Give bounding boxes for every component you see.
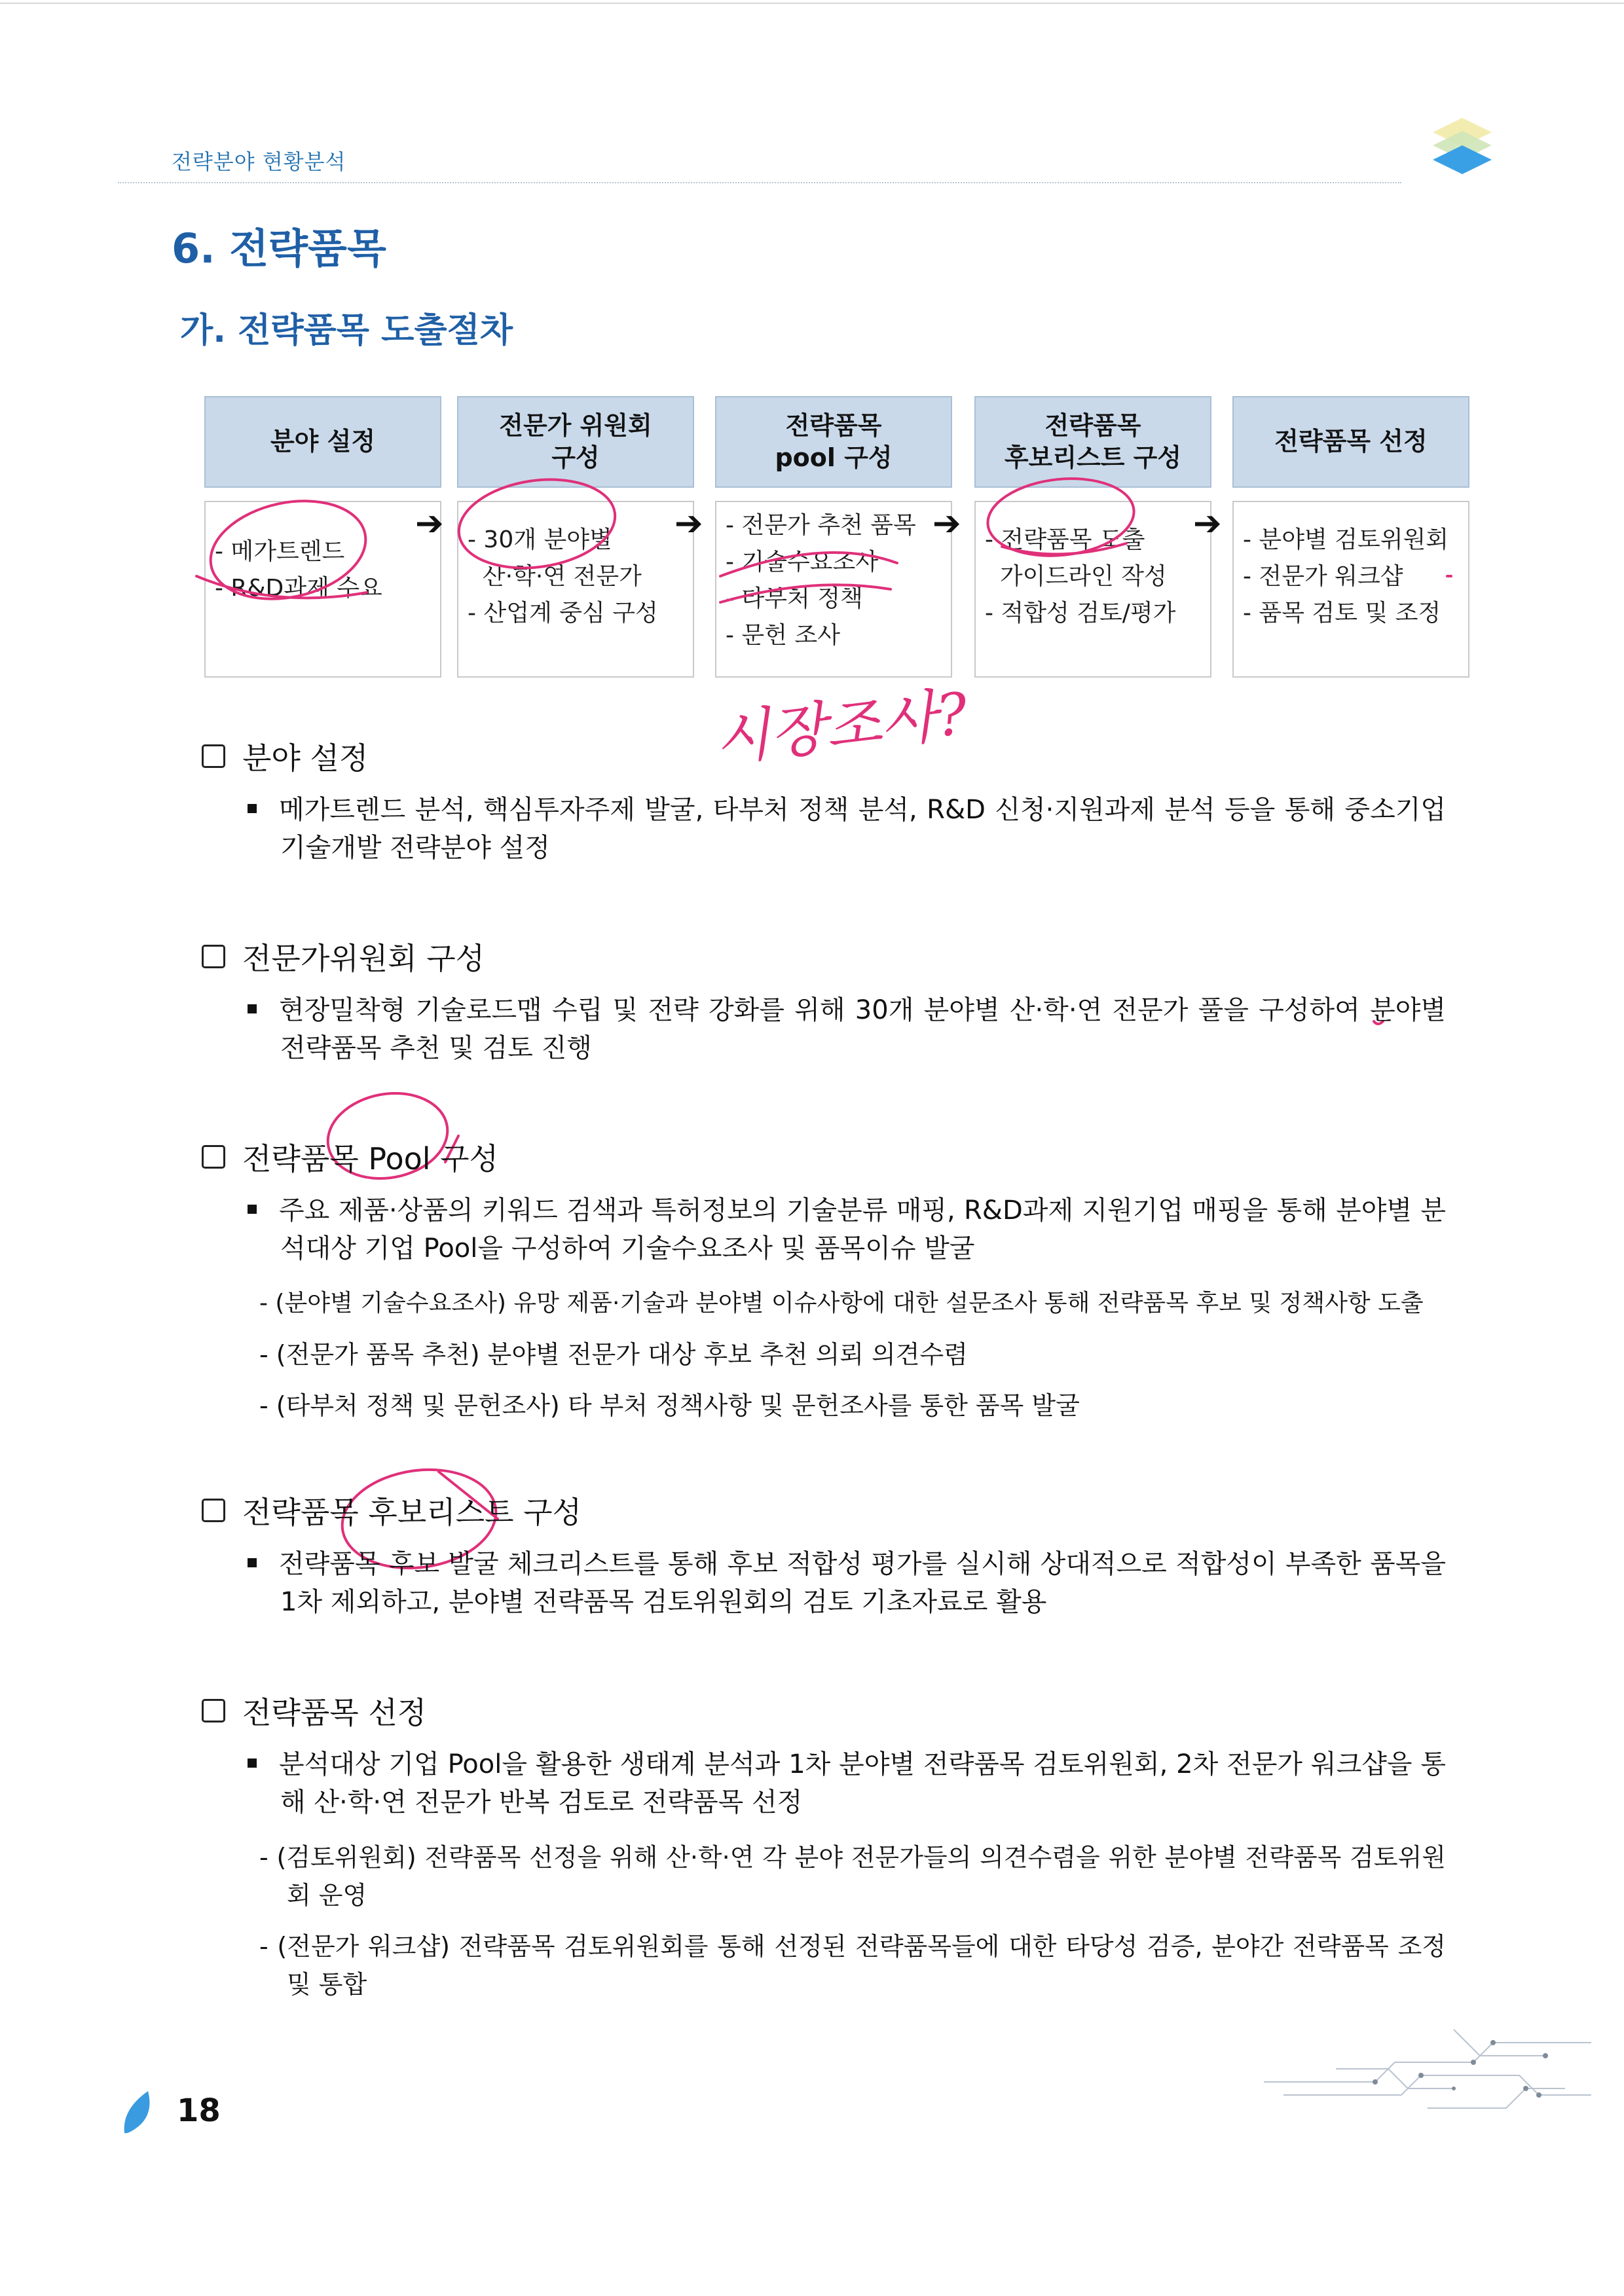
checkbox-icon — [202, 744, 225, 768]
top-border-line — [0, 3, 1624, 4]
handwritten-note: 시장조사? — [711, 680, 971, 773]
checkbox-icon — [202, 945, 225, 968]
checkbox-icon — [202, 1699, 225, 1722]
square-bullet-icon — [248, 804, 257, 813]
section-title: 6. 전략품목 — [172, 225, 386, 272]
section-heading-text: 전략품목 선정 — [242, 1695, 427, 1730]
page-leaf-icon — [122, 2090, 152, 2136]
section-heading-field-setting — [202, 735, 368, 778]
square-bullet-icon — [248, 1205, 257, 1214]
flow-step-title: 전략품목 pool 구성 — [715, 396, 952, 488]
flow-step-items — [715, 501, 952, 678]
section-heading-candidate-list — [202, 1489, 581, 1532]
flow-item: - 타부처 정책 — [726, 585, 863, 612]
dash-item: - (전문가 품목 추천) 분야별 전문가 대상 후보 추천 의뢰 의견수렴 — [259, 1340, 968, 1369]
bullet-text: 주요 제품·상품의 키워드 검색과 특허정보의 기술분류 매핑, R&D과제 지원기업 매핑을 통해 분야별 분석대상 기업 Pool을 구성하여 기술수요조사 및 품목이슈 발굴 — [279, 1195, 1446, 1264]
dash-item: - (전문가 워크샵) 전략품목 검토위원회를 통해 선정된 전략품목들에 대한 타당성 검증, 분야간 전략품목 조정 및 통합 — [259, 1932, 1446, 1999]
flow-item: - 문헌 조사 — [726, 622, 840, 649]
bullet-paragraph — [248, 1745, 1446, 1821]
flow-arrow-icon: ➔ — [932, 504, 961, 543]
flow-step-items — [457, 501, 694, 678]
flow-item: - 메가트렌드 — [215, 538, 345, 565]
flow-item: - 적합성 검토/평가 — [985, 600, 1176, 627]
flow-item: - 품목 검토 및 조정 — [1243, 600, 1441, 627]
flow-item: - 기술수요조사 — [726, 549, 879, 575]
flow-step-items — [974, 501, 1211, 678]
flow-step-pool — [715, 396, 952, 678]
square-bullet-icon — [248, 1004, 257, 1013]
running-header: 전략분야 현황분석 — [172, 149, 346, 174]
dash-item: - (분야별 기술수요조사) 유망 제품·기술과 분야별 이슈사항에 대한 설문조사 통해 전략품목 후보 및 정책사항 도출 — [259, 1290, 1424, 1317]
flow-step-candidate-list — [974, 396, 1211, 678]
bullet-text: 메가트렌드 분석, 핵심투자주제 발굴, 타부처 정책 분석, R&D 신청·지원과제 분석 등을 통해 중소기업 기술개발 전략분야 설정 — [279, 795, 1446, 863]
flow-step-items — [1232, 501, 1469, 678]
flow-step-title: 전문가 위원회 구성 — [457, 396, 694, 488]
bullet-text: 현장밀착형 기술로드맵 수립 및 전략 강화를 위해 30개 분야별 산·학·연 전문가 풀을 구성하여 분야별 전략품목 추천 및 검토 진행 — [279, 995, 1446, 1063]
flow-item: - 산업계 중심 구성 — [468, 600, 658, 627]
square-bullet-icon — [248, 1558, 257, 1567]
flow-step-field-setting — [204, 396, 441, 678]
section-heading-selection — [202, 1689, 426, 1732]
flow-item: 산·학·연 전문가 — [468, 563, 642, 590]
flow-arrow-icon: ➔ — [1193, 504, 1222, 543]
bullet-paragraph — [248, 991, 1446, 1067]
dash-item: - (타부처 정책 및 문헌조사) 타 부처 정책사항 및 문헌조사를 통한 품목 발굴 — [259, 1391, 1080, 1420]
header-divider — [118, 182, 1401, 183]
section-heading-expert-committee — [202, 935, 485, 978]
flow-step-title: 분야 설정 — [204, 396, 441, 488]
flow-item: - 전략품목 도출 — [985, 526, 1145, 553]
page-number: 18 — [177, 2092, 221, 2129]
flow-arrow-icon: ➔ — [415, 504, 444, 543]
flow-item: 가이드라인 작성 — [985, 563, 1167, 590]
checkbox-icon — [202, 1145, 225, 1169]
circuit-decoration-icon — [1257, 2003, 1598, 2134]
flow-step-title: 전략품목 후보리스트 구성 — [974, 396, 1211, 488]
section-heading-text: 전략품목 후보리스트 구성 — [242, 1495, 582, 1530]
bullet-text: 전략품목 후보 발굴 체크리스트를 통해 후보 적합성 평가를 실시해 상대적으로 적합성이 부족한 품목을 1차 제외하고, 분야별 전략품목 검토위원회의 검토 기초자료로 활용 — [279, 1549, 1446, 1617]
bullet-text: 분석대상 기업 Pool을 활용한 생태계 분석과 1차 분야별 전략품목 검토위원회, 2차 전문가 워크샵을 통해 산·학·연 전문가 반복 검토로 전략품목 선정 — [279, 1749, 1446, 1817]
flow-item: - 30개 분야별 — [468, 526, 612, 553]
subsection-title: 가. 전략품목 도출절차 — [180, 311, 513, 350]
bullet-paragraph — [248, 1545, 1446, 1621]
flow-item: - 분야별 검토위원회 — [1243, 526, 1449, 553]
flow-step-title: 전략품목 선정 — [1232, 396, 1469, 488]
bullet-paragraph — [248, 1192, 1446, 1267]
section-heading-text: 전문가위원회 구성 — [242, 941, 485, 976]
section-heading-pool — [202, 1135, 498, 1178]
cube-logo-icon — [1426, 111, 1498, 183]
flow-item: - 전문가 추천 품목 — [726, 512, 916, 539]
dash-item: - (검토위원회) 전략품목 선정을 위해 산·학·연 각 분야 전문가들의 의견수렴을 위한 분야별 전략품목 검토위원회 운영 — [259, 1843, 1446, 1910]
flow-step-expert-committee — [457, 396, 694, 678]
flow-step-selection — [1232, 396, 1469, 678]
flow-item: - 전문가 워크샵 — [1243, 563, 1403, 590]
section-heading-text: 분야 설정 — [242, 740, 369, 776]
bullet-paragraph — [248, 791, 1446, 867]
section-heading-text: 전략품목 Pool 구성 — [242, 1141, 499, 1176]
square-bullet-icon — [248, 1758, 257, 1768]
flow-step-items — [204, 501, 441, 678]
checkbox-icon — [202, 1499, 225, 1522]
flow-item: - R&D과제 수요 — [215, 575, 382, 602]
flow-arrow-icon: ➔ — [674, 504, 703, 543]
